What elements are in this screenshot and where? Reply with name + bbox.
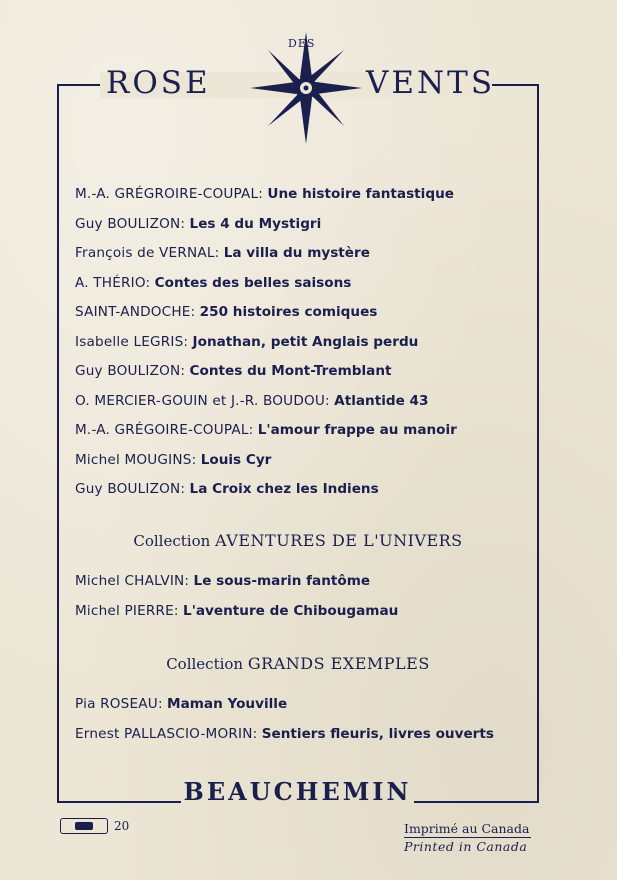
collection-prefix: Collection [133,532,211,550]
book-author: Michel CHALVIN: [75,573,190,589]
publisher-name: BEAUCHEMIN [183,777,412,806]
book-entry [75,600,525,630]
book-list [75,183,525,508]
page-number: 20 [114,819,130,833]
exemples-book-list [75,693,525,752]
book-author: A. THÉRIO: [75,274,151,291]
book-title: L'amour frappe au manoir [257,422,457,438]
book-author: M.-A. GRÉGOIRE-COUPAL: [75,422,254,438]
book-author: M.-A. GRÉGROIRE-COUPAL: [75,186,264,202]
book-title: L'aventure de Chibougamau [183,602,399,619]
book-title: Louis Cyr [200,451,272,468]
book-entry [75,570,525,600]
book-title: Une histoire fantastique [267,186,454,202]
book-author: Pia ROSEAU: [75,696,163,712]
footer-printed-in [404,820,531,855]
book-entry [75,360,525,390]
book-entry [75,419,525,449]
aventures-book-list [75,570,525,629]
book-entry [75,449,525,479]
printed-en: Printed in Canada [404,839,528,854]
book-author: Guy BOULIZON: [75,481,186,497]
book-entry [75,272,525,302]
book-entry [75,301,525,331]
book-author: Ernest PALLASCIO-MORIN: [75,725,258,742]
frame-bottom-right-rule [414,801,539,803]
book-author: SAINT-ANDOCHE: [75,304,196,320]
series-title-rose: ROSE [106,65,211,101]
footer-page-number [60,818,129,834]
book-title: Le sous-marin fantôme [193,573,371,589]
book-entry [75,183,525,213]
book-entry [75,331,525,361]
series-title-des: DES [288,37,316,50]
book-author: Guy BOULIZON: [75,363,186,379]
book-title: Contes des belles saisons [154,274,352,291]
book-author: Michel PIERRE: [75,602,179,619]
collection-prefix: Collection [166,655,244,673]
frame-bottom-left-rule [57,801,181,803]
book-title: La villa du mystère [223,245,370,261]
book-title: La Croix chez les Indiens [189,481,379,497]
book-author: Guy BOULIZON: [75,215,186,232]
printed-fr: Imprimé au Canada [404,821,530,836]
book-entry [75,723,525,753]
book-title: Maman Youville [167,696,288,712]
book-entry [75,390,525,420]
book-entry [75,693,525,723]
book-author: François de VERNAL: [75,245,220,261]
book-title: Sentiers fleuris, livres ouverts [261,725,494,742]
collection-heading-aventures [57,531,539,550]
publisher-logo-icon [60,818,108,834]
book-author: Michel MOUGINS: [75,451,197,468]
book-title: Les 4 du Mystigri [189,215,322,232]
collection-heading-exemples [57,654,539,673]
book-entry [75,478,525,508]
collection-name: AVENTURES DE L'UNIVERS [215,531,463,550]
book-title: Atlantide 43 [334,392,429,409]
book-title: 250 histoires comiques [199,304,378,320]
collection-name: GRANDS EXEMPLES [247,654,430,673]
book-entry [75,213,525,243]
series-title-vents: VENTS [366,65,496,101]
book-title: Contes du Mont-Tremblant [189,363,392,379]
book-entry [75,242,525,272]
book-author: Isabelle LEGRIS: [75,333,189,350]
book-title: Jonathan, petit Anglais perdu [192,333,419,350]
book-author: O. MERCIER-GOUIN et J.-R. BOUDOU: [75,392,330,409]
